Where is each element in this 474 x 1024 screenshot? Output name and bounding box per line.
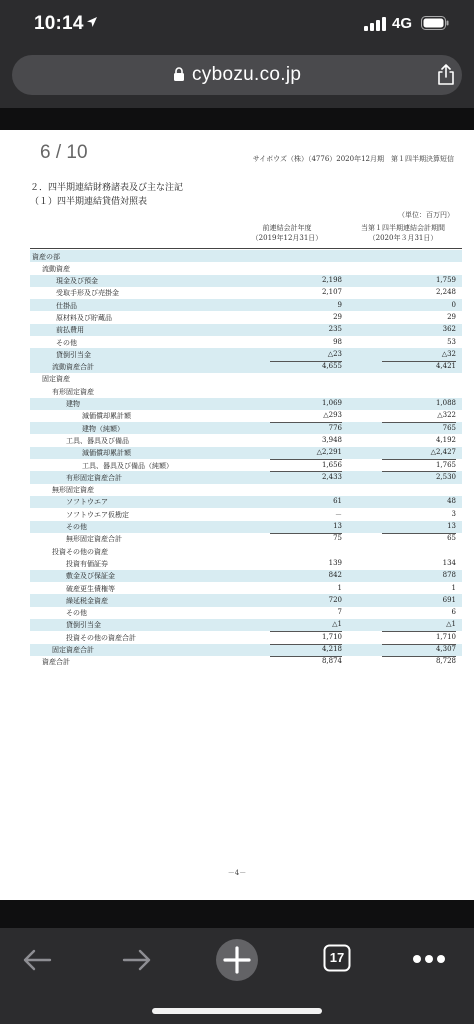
row-label: 投資有価証券: [66, 559, 108, 568]
row-label: 資産合計: [42, 658, 70, 667]
row-label: 固定資産: [42, 375, 70, 384]
row-label: 工具、器具及び備品: [66, 436, 129, 445]
share-icon[interactable]: [436, 64, 456, 86]
status-time: 10:14: [34, 13, 84, 34]
row-label: 建物: [66, 400, 80, 409]
table-row: [30, 570, 462, 582]
value-previous: 842: [328, 571, 342, 580]
row-label: ソフトウエア仮勘定: [66, 510, 129, 519]
table-row: [30, 594, 462, 606]
total-rule: [270, 533, 342, 534]
value-current: 29: [447, 312, 456, 321]
row-label: 敷金及び保証金: [66, 572, 115, 581]
value-current: △1: [446, 620, 456, 629]
new-tab-icon[interactable]: [215, 938, 259, 982]
value-current: 765: [442, 423, 456, 432]
status-bar: [0, 0, 474, 50]
value-previous: 1,656: [321, 460, 342, 469]
unit-label: （単位：百万円）: [398, 211, 454, 219]
page-number: －4－: [227, 869, 247, 877]
table-row: [30, 311, 462, 323]
table-row: [30, 324, 462, 336]
value-current: 48: [447, 497, 456, 506]
table-row: [30, 361, 462, 373]
row-label: その他: [56, 338, 77, 347]
value-previous: 3,948: [321, 435, 342, 444]
table-row: [30, 299, 462, 311]
row-label: 有形固定資産: [52, 387, 94, 396]
table-row: [30, 373, 462, 385]
web-content[interactable]: [0, 108, 474, 928]
value-previous: 7: [337, 608, 342, 617]
value-previous: 1,069: [321, 399, 342, 408]
value-current: 4,421: [435, 362, 456, 371]
location-arrow-icon: [86, 16, 98, 28]
table-row: [30, 422, 462, 434]
row-label: 繰延税金資産: [66, 596, 108, 605]
value-previous: 75: [333, 534, 342, 543]
value-previous: 1: [337, 583, 342, 592]
value-previous: △293: [323, 411, 342, 420]
value-current: 362: [442, 325, 456, 334]
value-current: 691: [442, 595, 456, 604]
table-row: [30, 631, 462, 643]
back-icon[interactable]: [22, 948, 52, 972]
table-row: [30, 496, 462, 508]
value-previous: △1: [332, 620, 342, 629]
value-previous: △2,291: [316, 448, 342, 457]
table-row: [30, 508, 462, 520]
table-row: [30, 471, 462, 483]
row-label: 現金及び預金: [56, 277, 98, 286]
value-current: 2,248: [435, 288, 456, 297]
value-previous: 2,107: [321, 288, 342, 297]
value-current: 6: [451, 608, 456, 617]
cellular-signal-icon: [364, 17, 386, 31]
more-icon[interactable]: [412, 954, 446, 964]
value-previous: 2,433: [321, 472, 342, 481]
row-label: 投資その他の資産: [52, 547, 108, 556]
column-header-previous-period: 前連結会計年度: [262, 224, 312, 232]
table-row: [30, 434, 462, 446]
value-current: 1: [451, 583, 456, 592]
row-label: 投資その他の資産合計: [66, 633, 136, 642]
row-label: 固定資産合計: [52, 646, 94, 654]
value-previous: 4,218: [321, 645, 342, 653]
value-current: 1,088: [435, 399, 456, 408]
row-label: 受取手形及び売掛金: [56, 289, 119, 298]
value-current: 0: [451, 300, 456, 309]
row-label: ソフトウエア: [66, 498, 108, 507]
table-row: [30, 348, 462, 360]
row-label: 工具、器具及び備品（純額）: [82, 461, 173, 470]
table-row: [30, 398, 462, 410]
table-row: [30, 275, 462, 287]
value-current: △32: [441, 349, 456, 358]
forward-icon[interactable]: [122, 948, 152, 972]
value-current: 1,759: [435, 276, 456, 285]
row-label: 貸倒引当金: [56, 350, 91, 359]
value-current: △322: [437, 411, 456, 420]
value-current: 4,192: [435, 435, 456, 444]
table-row: [30, 582, 462, 594]
row-label: その他: [66, 523, 87, 532]
value-current: 8,728: [435, 657, 456, 666]
table-row: [30, 262, 462, 274]
tab-count: 17: [329, 950, 345, 965]
table-row: [30, 484, 462, 496]
table-row: [30, 336, 462, 348]
value-previous: 13: [333, 522, 342, 531]
column-header-previous-date: （2019年12月31日）: [251, 234, 323, 242]
row-label: 流動資産: [42, 264, 70, 273]
table-row: [30, 447, 462, 459]
header-rule: [30, 248, 462, 249]
row-label: 前払費用: [56, 326, 84, 335]
value-current: △2,427: [430, 448, 456, 457]
row-label: 有形固定資産合計: [66, 473, 122, 482]
value-current: 134: [442, 558, 456, 567]
value-previous: 776: [328, 423, 342, 432]
table-row: [30, 545, 462, 557]
table-row: [30, 619, 462, 631]
table-row: [30, 459, 462, 471]
column-header-current: [344, 223, 462, 243]
table-row: [30, 533, 462, 545]
value-previous: 235: [328, 325, 342, 334]
row-label: 原材料及び貯蔵品: [56, 313, 112, 322]
value-current: 1,710: [435, 632, 456, 641]
value-current: 53: [447, 337, 456, 346]
value-previous: 4,655: [321, 362, 342, 371]
value-current: 65: [447, 534, 456, 543]
home-indicator: [152, 1008, 322, 1014]
row-label: 無形固定資産: [52, 486, 94, 495]
table-row: [30, 287, 462, 299]
value-previous: 2,198: [321, 276, 342, 285]
value-previous: 139: [328, 558, 342, 567]
row-label: その他: [66, 609, 87, 618]
url-text: cybozu.co.jp: [192, 64, 302, 85]
address-bar[interactable]: [12, 55, 462, 95]
value-previous: △23: [327, 349, 342, 358]
tabs-button[interactable]: [323, 944, 351, 972]
page-counter: 6 / 10: [40, 142, 88, 163]
pdf-page: [0, 130, 474, 900]
row-label: 減価償却累計額: [82, 449, 131, 458]
row-label: 減価償却累計額: [82, 412, 131, 421]
subsection-title: （１）四半期連結貸借対照表: [30, 197, 148, 207]
table-row: [30, 410, 462, 422]
table-row: [30, 656, 462, 668]
value-previous: 61: [333, 497, 342, 506]
row-label: 貸倒引当金: [66, 621, 101, 630]
value-current: 13: [447, 522, 456, 531]
document-header: サイボウズ（株）（4776）2020年12月期 第１四半期決算短信: [252, 155, 454, 163]
table-row: [30, 644, 462, 656]
row-label: 仕掛品: [56, 301, 77, 310]
balance-sheet-table: [30, 250, 462, 668]
value-current: 2,530: [435, 472, 456, 481]
value-previous: 1,710: [321, 632, 342, 641]
value-previous: 98: [333, 337, 342, 346]
row-label: 資産の部: [32, 252, 60, 261]
battery-icon: [421, 16, 449, 30]
value-previous: 8,874: [321, 657, 342, 666]
row-label: 流動資産合計: [52, 363, 94, 372]
value-previous: 720: [328, 595, 342, 604]
table-row: [30, 250, 462, 262]
row-label: 建物（純額）: [82, 424, 124, 433]
value-previous: 29: [333, 312, 342, 321]
total-rule: [382, 533, 456, 534]
section-title: ２．四半期連結財務諸表及び主な注記: [30, 183, 184, 193]
table-row: [30, 607, 462, 619]
value-previous: 9: [337, 300, 342, 309]
table-row: [30, 385, 462, 397]
row-label: 破産更生債権等: [66, 584, 115, 593]
table-row: [30, 521, 462, 533]
column-header-current-period: 当第１四半期連結会計期間: [361, 224, 445, 232]
value-current: 4,307: [435, 645, 456, 653]
value-current: 878: [442, 571, 456, 580]
value-previous: －: [335, 510, 342, 519]
lock-icon: [173, 67, 185, 82]
value-current: 1,765: [435, 460, 456, 469]
row-label: 無形固定資産合計: [66, 535, 122, 544]
value-current: 3: [451, 509, 456, 518]
column-header-current-date: （2020年３月31日）: [368, 234, 438, 242]
network-type: 4G: [392, 15, 413, 32]
column-header-previous: [232, 223, 342, 243]
table-row: [30, 557, 462, 569]
